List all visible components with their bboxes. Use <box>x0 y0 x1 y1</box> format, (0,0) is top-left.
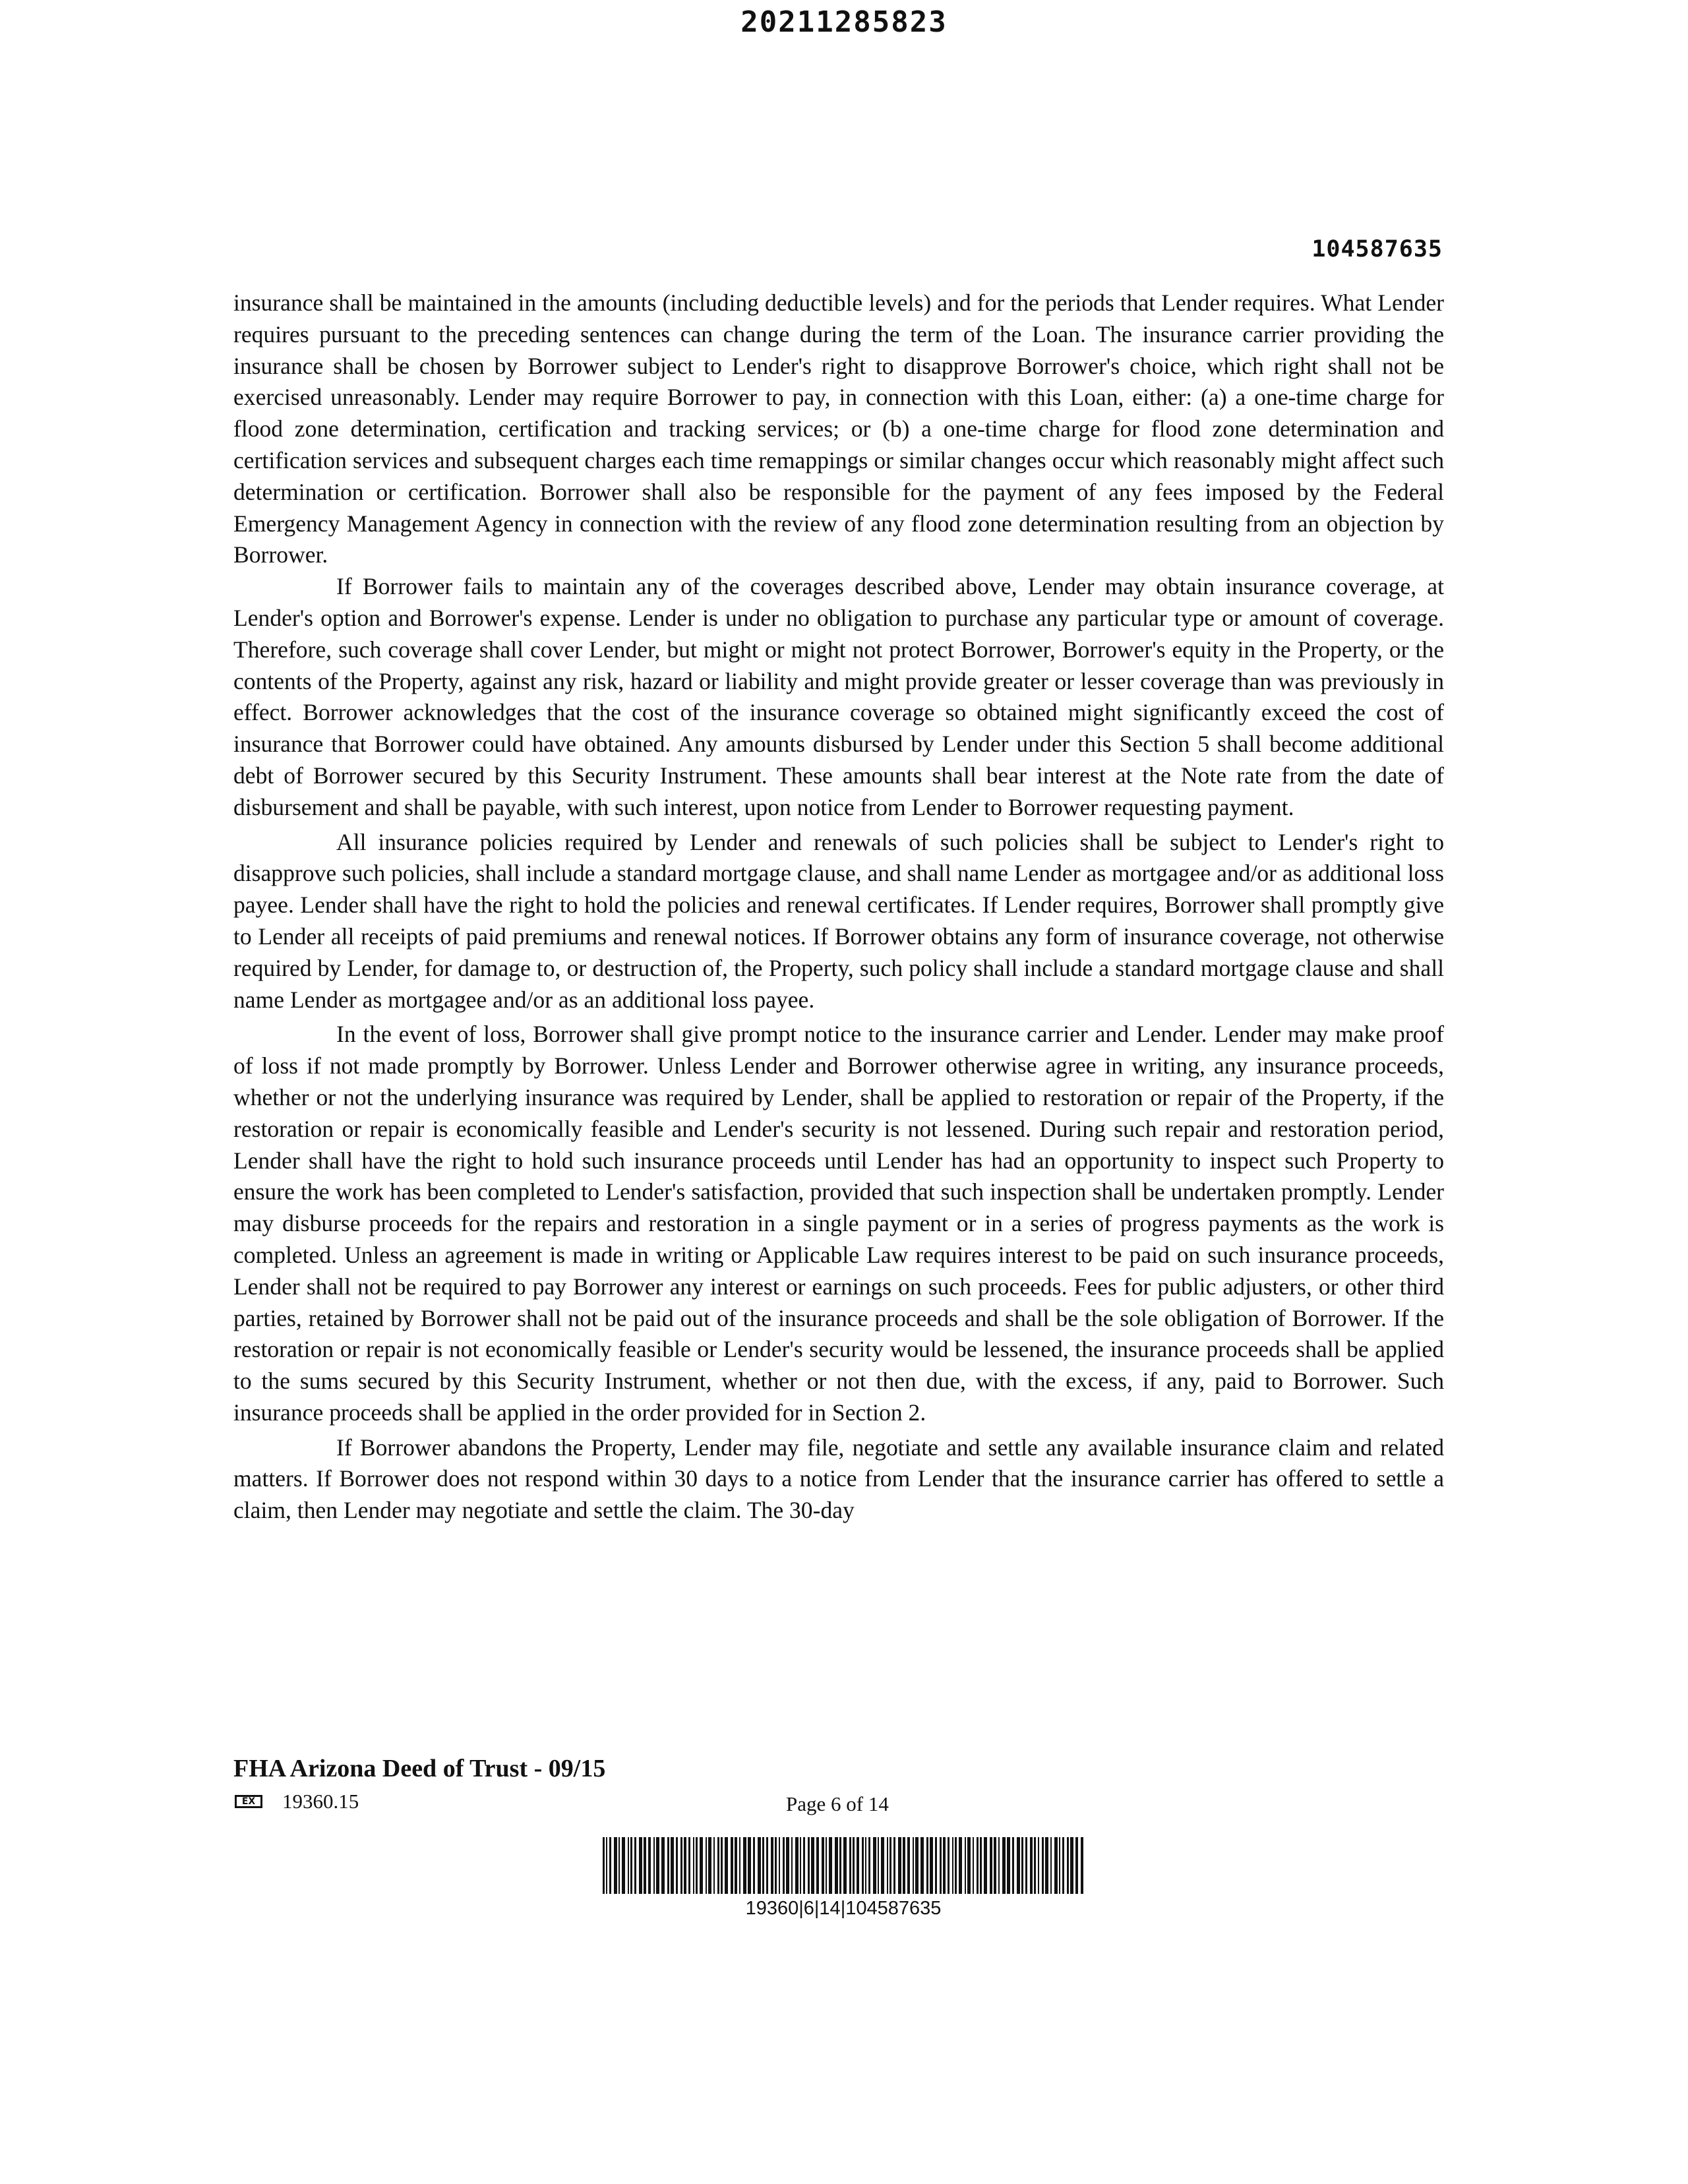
barcode-bar <box>887 1837 888 1894</box>
barcode-bar <box>748 1837 751 1894</box>
form-number-row <box>235 1788 359 1815</box>
barcode-bar <box>1075 1837 1078 1894</box>
barcode-bar <box>753 1837 755 1894</box>
barcode-bar <box>965 1837 966 1894</box>
barcode-bar <box>700 1837 703 1894</box>
barcode-bar <box>915 1837 919 1894</box>
barcode-bar <box>606 1837 607 1894</box>
barcode-bar <box>853 1837 855 1894</box>
barcode-bar <box>1067 1837 1069 1894</box>
barcode-bar <box>1007 1837 1010 1894</box>
ex-logo-icon: EX <box>235 1795 262 1808</box>
form-title: FHA Arizona Deed of Trust - 09/15 <box>233 1755 606 1782</box>
barcode-bar <box>791 1837 793 1894</box>
barcode-bar <box>903 1837 905 1894</box>
barcode-bar <box>1038 1837 1039 1894</box>
barcode-bar <box>708 1837 711 1894</box>
barcode-bar <box>771 1837 773 1894</box>
barcode-bar <box>688 1837 690 1894</box>
barcode-bar <box>680 1837 682 1894</box>
barcode-bar <box>930 1837 933 1894</box>
barcode-bar <box>920 1837 924 1894</box>
barcode-bar <box>826 1837 827 1894</box>
barcode-bar <box>935 1837 937 1894</box>
barcode-bar <box>656 1837 659 1894</box>
barcode-bar <box>1002 1837 1006 1894</box>
barcode-bar <box>800 1837 801 1894</box>
barcode-bar <box>811 1837 814 1894</box>
barcode-bar <box>955 1837 957 1894</box>
barcode-bar <box>835 1837 838 1894</box>
document-body <box>233 288 1444 1527</box>
barcode-bar <box>862 1837 864 1894</box>
barcode-bar <box>1021 1837 1023 1894</box>
barcode-bar <box>743 1837 746 1894</box>
page-number: Page 6 of 14 <box>786 1792 889 1815</box>
barcode-bar <box>628 1837 629 1894</box>
barcode-bar <box>731 1837 733 1894</box>
paragraph-insurance-policies: All insurance policies required by Lender and renewals of such policies shall be subject to Lender's right to disapprove such policies, shall include a standard mortgage clause, and shall name Lender as mortgagee and/or as additional loss payee. Lender shall have the right to hold the policies and renewal certificates. If Lender requires, Borrower shall promptly give to Lender all receipts of paid premiums and renewal notices. If Borrower obtains any form of insurance coverage, not otherwise required by Lender, for damage to, or destruction of, the Property, such policy shall include a standard mortgage clause and shall name Lender as mortgagee and/or as an additional loss payee. <box>233 828 1444 1013</box>
barcode-bar <box>618 1837 620 1894</box>
barcode-bar <box>667 1837 669 1894</box>
barcode-bar <box>959 1837 962 1894</box>
barcode-bar <box>786 1837 789 1894</box>
barcode-bar <box>980 1837 982 1894</box>
barcode-bar <box>1045 1837 1048 1894</box>
barcode-bar <box>676 1837 678 1894</box>
barcode-bar <box>622 1837 625 1894</box>
barcode-bar <box>990 1837 992 1894</box>
barcode-bar <box>865 1837 866 1894</box>
barcode-bar <box>713 1837 715 1894</box>
barcode-bar <box>948 1837 950 1894</box>
barcode-bar <box>952 1837 953 1894</box>
barcode-bar <box>706 1837 707 1894</box>
paragraph-insurance-amounts: insurance shall be maintained in the amounts (including deductible levels) and for the periods that Lender requires. What Lender requires pursuant to the preceding sentences can change during the term of the Loan. The insurance carrier providing the insurance shall be chosen by Borrower subject to Lender's right to disapprove Borrower's choice, which right shall not be exercised unreasonably. Lender may require Borrower to pay, in connection with this Loan, either: (a) a one-time charge for flood zone determination, certification and tracking services; or (b) a one-time charge for flood zone determination and certification services and subsequent charges each time remappings or similar changes occur which reasonably might affect such determination or certification. Borrower shall also be responsible for the payment of any fees imposed by the Federal Emergency Management Agency in connection with the review of any flood zone determination resulting from an objection by Borrower. <box>233 289 1444 568</box>
barcode-bar <box>898 1837 901 1894</box>
barcode-bar <box>1062 1837 1064 1894</box>
barcode-bar <box>1030 1837 1033 1894</box>
barcode-bar <box>653 1837 655 1894</box>
barcode-bar <box>630 1837 632 1894</box>
barcode-bar <box>614 1837 617 1894</box>
barcode-bar <box>603 1837 605 1894</box>
barcode-bar <box>893 1837 895 1894</box>
barcode-bar <box>977 1837 979 1894</box>
barcode-bar <box>609 1837 611 1894</box>
barcode-bar <box>693 1837 694 1894</box>
barcode-bar <box>907 1837 910 1894</box>
barcode-bar <box>721 1837 723 1894</box>
barcode-bar <box>739 1837 740 1894</box>
barcode-bar <box>816 1837 819 1894</box>
barcode-bar <box>857 1837 859 1894</box>
barcode-bar <box>648 1837 651 1894</box>
barcode-bar <box>684 1837 686 1894</box>
barcode-bar <box>881 1837 884 1894</box>
barcode-bar <box>639 1837 642 1894</box>
barcode-bar <box>1034 1837 1036 1894</box>
barcode-bar <box>735 1837 737 1894</box>
barcode-bar <box>829 1837 832 1894</box>
barcode-bar <box>779 1837 780 1894</box>
barcode-bar <box>973 1837 974 1894</box>
barcode-bar <box>762 1837 764 1894</box>
barcode-bar <box>766 1837 768 1894</box>
barcode-bar <box>926 1837 928 1894</box>
recording-number: 20211285823 <box>740 5 948 39</box>
barcode-bar <box>878 1837 879 1894</box>
paragraph-event-of-loss: In the event of loss, Borrower shall give prompt notice to the insurance carrier and Lender. Lender may make proof of loss if not made promptly by Borrower. Unless Lender and Borrower otherwise agree in writing, any insurance proceeds, whether or not the underlying insurance was required by Lender, shall be applied to restoration or repair of the Property, if the restoration or repair is economically feasible and Lender's security is not lessened. During such repair and restoration period, Lender shall have the right to hold such insurance proceeds until Lender has had an opportunity to inspect such Property to ensure the work has been completed to Lender's satisfaction, provided that such inspection shall be undertaken promptly. Lender may disburse proceeds for the repairs and restoration in a single payment or in a series of progress payments as the work is completed. Unless an agreement is made in writing or Applicable Law requires interest to be paid on such insurance proceeds, Lender shall not be required to pay Borrower any interest or earnings on such proceeds. Fees for public adjusters, or other third parties, retained by Borrower shall not be paid out of the insurance proceeds and shall be the sole obligation of Borrower. If the restoration or repair is not economically feasible or Lender's security would be lessened, the insurance proceeds shall be applied to the sums secured by this Security Instrument, whether or not then due, with the excess, if any, paid to Borrower. Such insurance proceeds shall be applied in the order provided for in Section 2. <box>233 1021 1444 1426</box>
barcode-bar <box>783 1837 785 1894</box>
barcode-bar <box>1012 1837 1014 1894</box>
barcode-bar <box>873 1837 876 1894</box>
barcode-bar <box>1054 1837 1058 1894</box>
barcode-bar <box>644 1837 646 1894</box>
barcode-bar <box>1050 1837 1052 1894</box>
barcode-bar <box>696 1837 698 1894</box>
barcode-bar <box>913 1837 914 1894</box>
barcode-bar <box>1059 1837 1060 1894</box>
barcode-bar <box>967 1837 971 1894</box>
barcode-bar <box>671 1837 674 1894</box>
barcode-bar <box>843 1837 847 1894</box>
barcode-bar <box>758 1837 761 1894</box>
barcode-bar <box>839 1837 841 1894</box>
barcode-bar <box>822 1837 824 1894</box>
paragraph-abandonment: If Borrower abandons the Property, Lender may file, negotiate and settle any available insurance claim and related matters. If Borrower does not respond within 30 days to a notice from Lender that the insurance carrier has offered to settle a claim, then Lender may negotiate and settle the claim. The 30-day <box>233 1434 1444 1524</box>
barcode-bar <box>1025 1837 1027 1894</box>
barcode-bar <box>808 1837 810 1894</box>
barcode-bar <box>1081 1837 1083 1894</box>
barcode-bar <box>998 1837 1000 1894</box>
barcode-bar <box>717 1837 719 1894</box>
barcode-bar <box>943 1837 946 1894</box>
barcode-bar <box>775 1837 777 1894</box>
barcode-bar <box>661 1837 665 1894</box>
barcode-bar <box>725 1837 728 1894</box>
barcode-bar <box>984 1837 987 1894</box>
form-number: 19360.15 <box>282 1790 359 1813</box>
barcode-bar <box>634 1837 636 1894</box>
paragraph-coverage-failure: If Borrower fails to maintain any of the coverages described above, Lender may obtain insurance coverage, at Lender's option and Borrower's expense. Lender is under no obligation to purchase any particular type or amount of coverage. Therefore, such coverage shall cover Lender, but might or might not protect Borrower, Borrower's equity in the Property, or the contents of the Property, against any risk, hazard or liability and might provide greater or lesser coverage than was previously in effect. Borrower acknowledges that the cost of the insurance coverage so obtained might significantly exceed the cost of insurance that Borrower could have obtained. Any amounts disbursed by Lender under this Section 5 shall become additional debt of Borrower secured by this Security Instrument. These amounts shall bear interest at the Note rate from the date of disbursement and shall be payable, with such interest, upon notice from Lender to Borrower requesting payment. <box>233 573 1444 820</box>
barcode-bar <box>803 1837 805 1894</box>
barcode-bar <box>849 1837 851 1894</box>
barcode-bar <box>795 1837 799 1894</box>
barcode-bar <box>889 1837 891 1894</box>
barcode <box>603 1837 1084 1894</box>
barcode-bar <box>994 1837 996 1894</box>
barcode-text: 19360|6|14|104587635 <box>745 1898 942 1919</box>
barcode-bar <box>1070 1837 1073 1894</box>
barcode-bar <box>868 1837 870 1894</box>
barcode-bar <box>1042 1837 1044 1894</box>
barcode-bar <box>1017 1837 1020 1894</box>
barcode-bar <box>940 1837 942 1894</box>
loan-number: 104587635 <box>1311 236 1443 262</box>
